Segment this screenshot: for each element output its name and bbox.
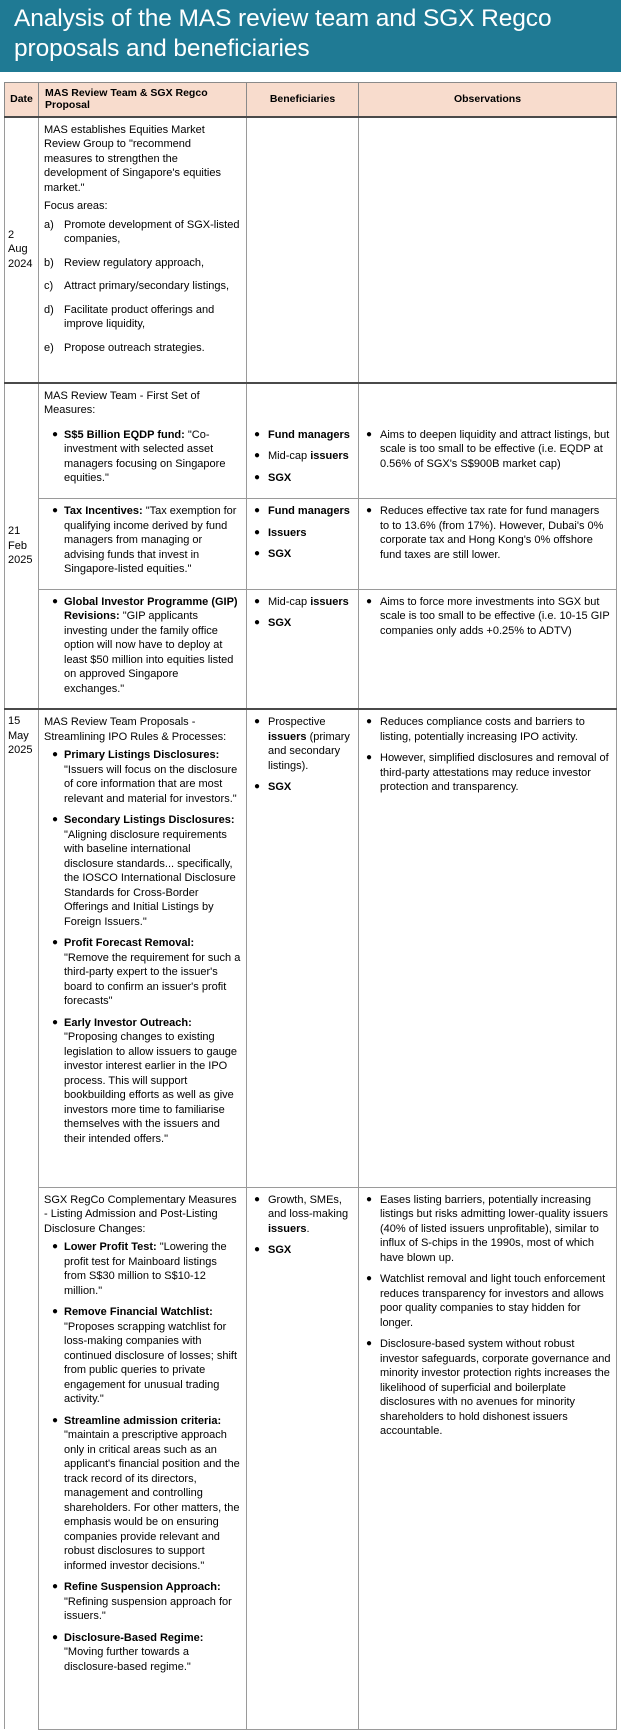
date-cell: 2 Aug 2024 [5,117,39,383]
proposal-intro: MAS establishes Equities Market Review Group to "recommend measures to strengthen the development of Singapore's equities market." [44,123,221,194]
beneficiaries-cell [247,1187,359,1729]
proposal-intro: MAS Review Team Proposals - Streamlining IPO Rules & Processes: [44,716,227,743]
proposal-cell [39,709,247,1187]
list-item: ● Prospective issuers (primary and secondary listings). [254,716,350,772]
list-item: ● Reduces compliance costs and barriers to listing, potentially increasing IPO activity. [366,716,585,743]
header-proposal: MAS Review Team & SGX Regco Proposal [39,83,247,117]
list-item: ● S$5 Billion EQDP fund: "Co-investment with selected asset managers focusing on Singapore equities." [52,428,226,484]
measure-heading: Streamline admission criteria: [64,1414,222,1427]
proposal-cell [39,589,247,709]
proposal-intro: MAS Review Team - First Set of Measures: [44,389,200,416]
list-item: b) Review regulatory approach, [44,256,205,269]
measure-heading: Global Investor Programme (GIP) Revisions: [64,595,238,622]
list-item: ● SGX [254,548,292,560]
measure-heading: Disclosure-Based Regime: [64,1631,204,1644]
table-row [5,1187,617,1729]
measure-heading: Early Investor Outreach: [64,1016,192,1029]
list-item: ● Fund managers [254,428,350,441]
measure-heading: Primary Listings Disclosures: [64,749,220,761]
beneficiaries-cell [247,423,359,499]
beneficiaries-cell [247,589,359,709]
table-row [5,589,617,709]
table-row [5,383,617,423]
date-cell: 15 May 2025 [5,709,39,1729]
beneficiaries-cell [247,383,359,423]
beneficiaries-cell [247,117,359,383]
beneficiaries-cell [247,499,359,590]
proposal-cell [39,1187,247,1729]
date-cell: 21 Feb 2025 [5,383,39,710]
list-item: ● Lower Profit Test: "Lowering the profit test for Mainboard listings from S$30 million to S$10-12 million." [52,1241,227,1297]
list-item: ● Global Investor Programme (GIP) Revisions: "GIP applicants investing under the family office option will now have to deploy at least $50 million into equities listed on approved Singapore exchanges." [52,595,238,695]
proposal-intro-cell [39,383,247,423]
measure-heading: Lower Profit Test: [64,1241,157,1253]
list-item: ● Tax Incentives: "Tax exemption for qualifying income derived by fund managers from managing or advising funds that invest in Singapore-listed equities." [52,505,237,575]
measure-heading: Secondary Listings Disclosures: [64,814,235,826]
list-item: e) Propose outreach strategies. [44,341,205,354]
list-item: ● Aims to deepen liquidity and attract listings, but scale is too small to be effective (i.e. EQDP at 0.56% of SGX's S$900B market cap) [366,428,610,470]
list-item: a) Promote development of SGX-listed companies, [44,218,240,245]
header-date: Date [5,83,39,117]
list-item: ● SGX [254,617,292,629]
table-row [5,499,617,590]
list-item: ● Early Investor Outreach: "Proposing changes to existing legislation to allow issuers to gauge investor interest earlier in the IPO process. This will support bookbuilding efforts as well as give investors more time to familiarise themselves with the issuers and their intended offers." [52,1016,238,1145]
list-item: c) Attract primary/secondary listings, [44,280,230,292]
measure-heading: Tax Incentives: [64,505,143,517]
list-item: ● Reduces effective tax rate for fund managers to to 13.6% (from 17%). However, Dubai's 0% corporate tax and Hong Kong's 0% offshore fund taxes are still lower. [366,505,604,561]
list-item: ● Disclosure-based system without robust investor safeguards, corporate governance and minority investor protection rights increases the likelihood of superficial and boilerplate disclosures with no avenues for minority shareholders to hold dishonest issuers accountable. [366,1338,611,1437]
beneficiaries-cell [247,709,359,1187]
list-item: ● Aims to force more investments into SGX but scale is too small to be effective (i.e. 10-15 GIP companies only adds +0.25% to ADTV) [366,595,610,637]
measure-heading: S$5 Billion EQDP fund: [64,428,185,441]
header-beneficiaries: Beneficiaries [247,83,359,117]
focus-areas-label: Focus areas: [44,200,108,212]
list-item: ● Disclosure-Based Regime: "Moving further towards a disclosure-based regime." [52,1631,204,1673]
list-item: ● Fund managers [254,505,350,517]
proposal-cell [39,423,247,499]
observations-cell [359,1187,617,1729]
list-item: ● Watchlist removal and light touch enforcement reduces transparency for investors and allows poor quality companies to stay hidden for longer. [366,1273,606,1329]
observations-cell [359,709,617,1187]
list-item: ● Profit Forecast Removal: "Remove the requirement for such a third-party expert to the issuer's board to confirm an issuer's profit forecasts" [52,937,241,1007]
focus-areas-list [44,218,241,356]
measure-heading: Remove Financial Watchlist: [64,1306,213,1318]
proposals-table [4,82,617,1730]
list-item: ● Streamline admission criteria: "maintain a prescriptive approach only in critical areas such as an applicant's financial position and the track record of its directors, management and controlling shareholders. For other matters, the emphasis would be on ensuring companies provide relevant and robust disclosures to support informed investor decisions." [52,1414,240,1572]
observations-cell [359,499,617,590]
list-item: ● SGX [254,1244,292,1256]
list-item: ● Remove Financial Watchlist: "Proposes scrapping watchlist for loss-making companies with continued disclosure of losses; shift from public queries to private engagement for unusual trading activity." [52,1306,238,1405]
observations-cell [359,589,617,709]
list-item: ● Growth, SMEs, and loss-making issuers. [254,1193,349,1235]
observations-cell [359,117,617,383]
header-row [5,83,617,117]
header-observations: Observations [359,83,617,117]
list-item: d) Facilitate product offerings and improve liquidity, [44,303,215,330]
list-item: ● Refine Suspension Approach: "Refining suspension approach for issuers." [52,1581,232,1622]
proposal-intro: SGX RegCo Complementary Measures - Listing Admission and Post-Listing Disclosure Changes: [44,1193,237,1235]
measure-heading: Profit Forecast Removal: [64,937,195,949]
list-item: ● Secondary Listings Disclosures: "Aligning disclosure requirements with baseline international disclosure standards... specifically, the IOSCO International Disclosure Standards for Cross-Border Offerings and Initial Listings by Foreign Issuers." [52,814,236,928]
observations-cell [359,423,617,499]
table-row [5,423,617,499]
list-item: ● Issuers [254,526,307,539]
list-item: ● Primary Listings Disclosures: "Issuers will focus on the disclosure of core information that are most relevant and material for investors." [52,749,238,805]
list-item: ● Eases listing barriers, potentially increasing listings but risks admitting lower-quality issuers (40% of listed issuers unprofitable), similar to influx of S-chips in the 1990s, most of which have blown up. [366,1193,609,1264]
table-row [5,117,617,383]
observations-cell [359,383,617,423]
list-item: ● Mid-cap issuers [254,450,349,462]
list-item: ● SGX [254,471,292,484]
table-row [5,709,617,1187]
list-item: ● SGX [254,781,292,793]
proposal-cell [39,117,247,383]
page-title: Analysis of the MAS review team and SGX Regco proposals and beneficiaries [14,5,552,62]
list-item: ● Mid-cap issuers [254,595,349,608]
measure-heading: Refine Suspension Approach: [64,1581,221,1593]
title-banner [0,0,621,72]
proposal-cell [39,499,247,590]
list-item: ● However, simplified disclosures and removal of third-party attestations may reduce investor protection and transparency. [366,752,609,793]
